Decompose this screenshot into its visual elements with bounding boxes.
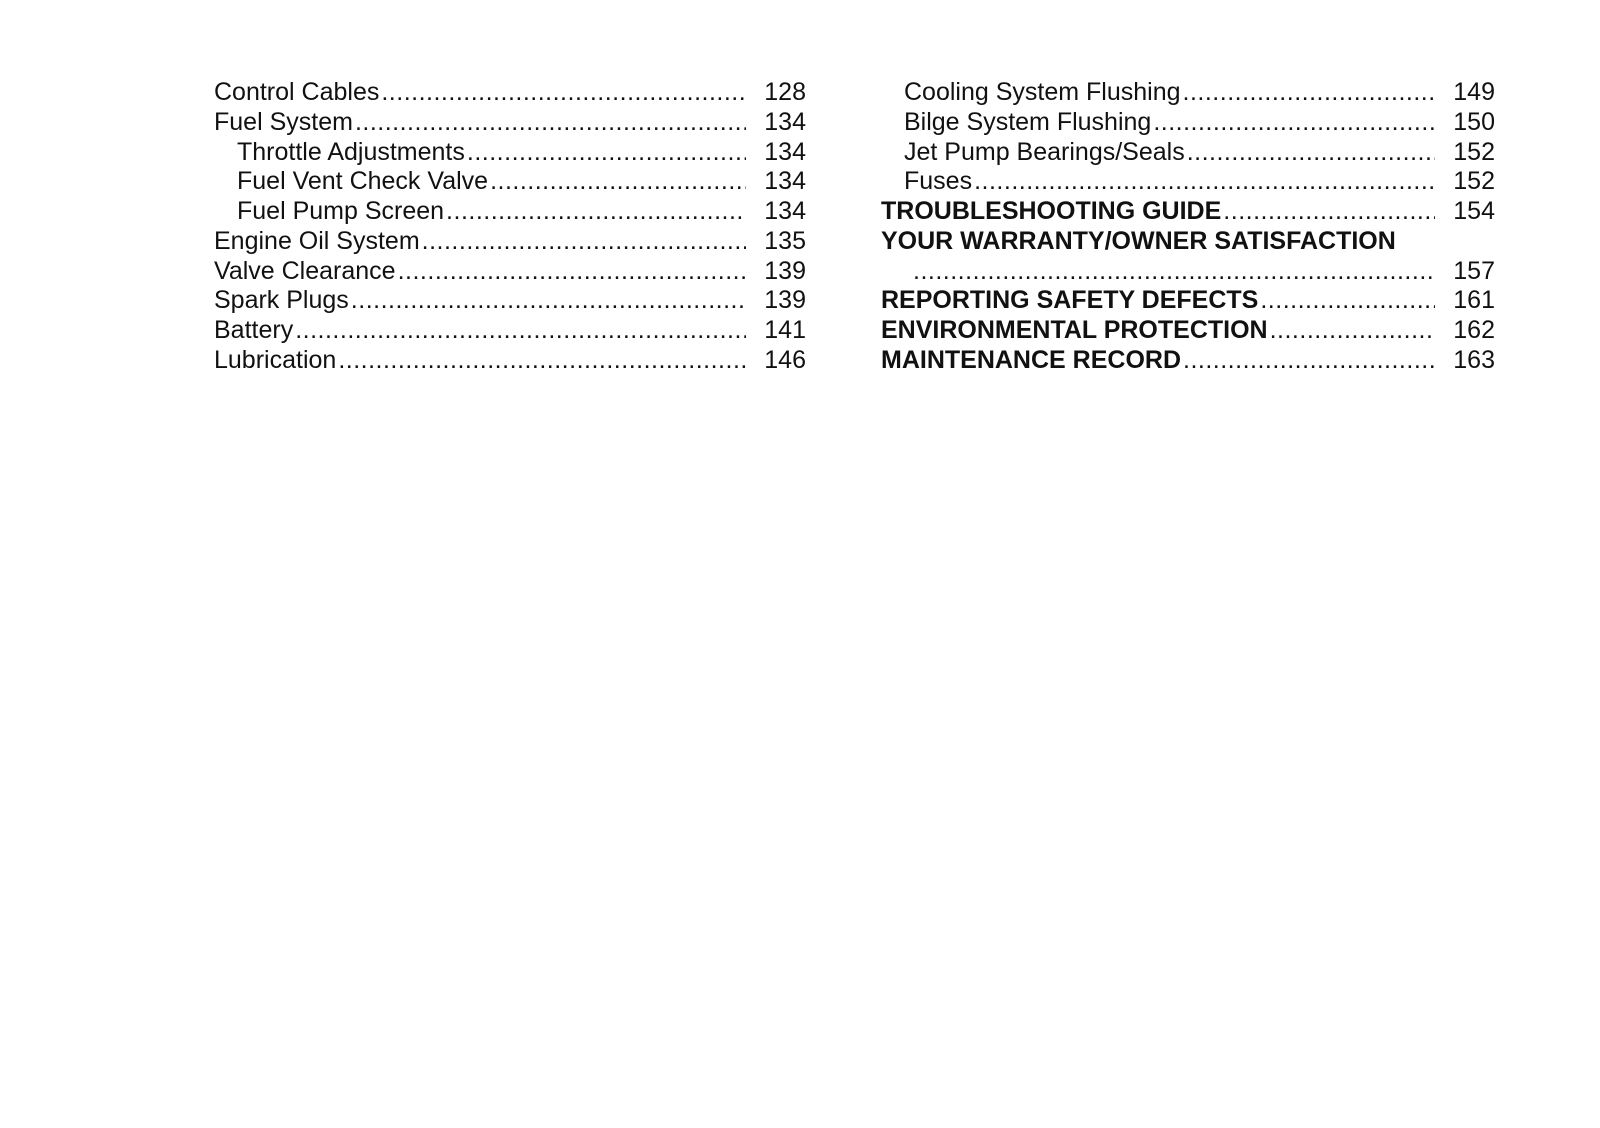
toc-entry-title: YOUR WARRANTY/OWNER SATISFACTION — [881, 226, 1396, 255]
toc-dot-leader — [422, 227, 746, 257]
toc-entry-title: Bilge System Flushing — [904, 107, 1152, 136]
toc-entry-title: Spark Plugs — [214, 286, 349, 315]
toc-section-entry[interactable] — [881, 227, 1495, 257]
toc-entry-title: Fuel System — [214, 107, 353, 136]
toc-section-entry[interactable] — [881, 316, 1495, 346]
toc-entry-title: Jet Pump Bearings/Seals — [904, 137, 1185, 166]
toc-dot-leader — [974, 167, 1435, 197]
toc-entry-page: 154 — [1453, 197, 1495, 225]
toc-entry-page: 146 — [764, 345, 806, 374]
toc-section-entry[interactable] — [881, 346, 1495, 376]
toc-dot-leader — [1187, 138, 1435, 168]
toc-entry-page: 135 — [764, 226, 806, 255]
toc-dot-leader — [355, 108, 746, 138]
toc-entry-page: 134 — [764, 167, 806, 196]
toc-dot-leader — [490, 167, 746, 197]
toc-dot-leader — [1270, 316, 1435, 346]
toc-subentry[interactable] — [881, 78, 1495, 108]
toc-entry-title: Fuses — [904, 167, 973, 196]
toc-section-entry[interactable] — [881, 197, 1495, 227]
toc-entry-page: 134 — [764, 197, 806, 225]
toc-subentry[interactable] — [214, 197, 806, 227]
toc-entry[interactable] — [214, 78, 806, 108]
toc-entry-page: 152 — [1453, 137, 1495, 166]
toc-entry-page: 152 — [1453, 167, 1495, 196]
toc-entry-page: 128 — [764, 78, 806, 106]
toc-dot-leader — [1153, 108, 1435, 138]
toc-entry-page: 162 — [1453, 316, 1495, 344]
toc-subentry[interactable] — [881, 108, 1495, 138]
toc-entry-title: Battery — [214, 316, 294, 344]
toc-dot-leader — [381, 78, 746, 108]
toc-left-column — [214, 78, 806, 376]
toc-dot-leader — [913, 257, 1435, 287]
toc-dot-leader — [1223, 197, 1435, 227]
toc-dot-leader — [1183, 346, 1435, 376]
toc-entry-title: Fuel Pump Screen — [237, 197, 445, 225]
toc-entry-title: Control Cables — [214, 78, 380, 106]
toc-entry-page: 150 — [1453, 107, 1495, 136]
toc-entry[interactable] — [214, 257, 806, 287]
toc-entry-page: 139 — [764, 256, 806, 285]
toc-entry[interactable] — [214, 286, 806, 316]
toc-subentry[interactable] — [214, 138, 806, 168]
toc-entry-page: 149 — [1453, 78, 1495, 106]
toc-entry[interactable] — [214, 316, 806, 346]
toc-entry-page: 139 — [764, 286, 806, 315]
toc-dot-leader — [446, 197, 746, 227]
toc-right-column — [881, 78, 1495, 376]
toc-dot-leader — [1260, 286, 1435, 316]
toc-entry-title: ENVIRONMENTAL PROTECTION — [881, 316, 1268, 344]
toc-dot-leader — [467, 138, 746, 168]
toc-entry-title: TROUBLESHOOTING GUIDE — [881, 197, 1222, 225]
toc-entry-page: 134 — [764, 137, 806, 166]
toc-entry-title: Lubrication — [214, 345, 337, 374]
toc-dot-leader — [295, 316, 746, 346]
toc-dot-leader — [338, 346, 746, 376]
toc-entry[interactable] — [214, 108, 806, 138]
toc-entry-page: 157 — [1453, 256, 1495, 285]
toc-entry-title: Engine Oil System — [214, 226, 420, 255]
toc-dot-leader — [351, 286, 746, 316]
toc-entry-title: Throttle Adjustments — [237, 137, 465, 166]
toc-entry-page: 163 — [1453, 345, 1495, 374]
toc-dot-leader — [1183, 78, 1435, 108]
toc-subentry[interactable] — [881, 138, 1495, 168]
toc-entry-title: Cooling System Flushing — [904, 78, 1181, 106]
toc-entry[interactable] — [214, 227, 806, 257]
toc-subentry[interactable] — [214, 167, 806, 197]
toc-dot-leader — [398, 257, 746, 287]
toc-entry-page: 134 — [764, 107, 806, 136]
toc-entry-title: REPORTING SAFETY DEFECTS — [881, 286, 1259, 315]
toc-subentry[interactable] — [881, 167, 1495, 197]
toc-entry[interactable] — [214, 346, 806, 376]
toc-entry-title: Valve Clearance — [214, 256, 396, 285]
toc-entry-title: Fuel Vent Check Valve — [237, 167, 489, 196]
toc-entry-title: MAINTENANCE RECORD — [881, 345, 1181, 374]
toc-section-entry-continued[interactable] — [881, 257, 1495, 287]
toc-section-entry[interactable] — [881, 286, 1495, 316]
toc-entry-page: 141 — [764, 316, 806, 344]
toc-entry-page: 161 — [1453, 286, 1495, 315]
